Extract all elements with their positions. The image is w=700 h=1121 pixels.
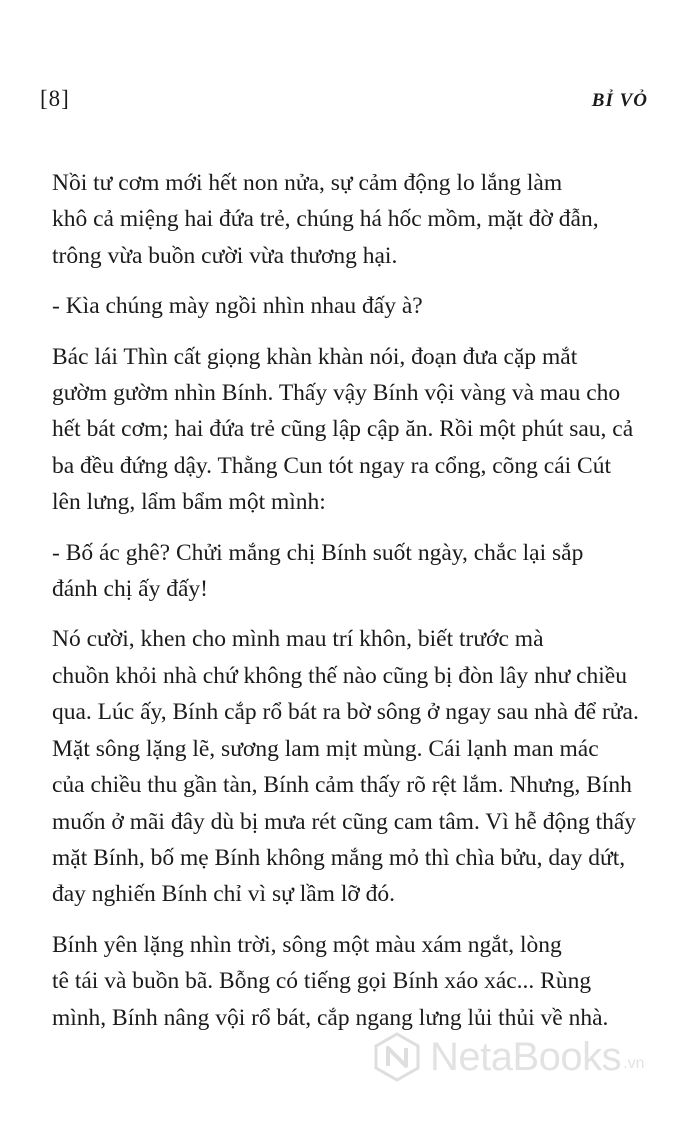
paragraph: Bính yên lặng nhìn trời, sông một màu xám ngắt, lòng tê tái và buồn bã. Bỗng có tiếng gọi Bính xáo xác... Rùng mình, Bính nâng vội rổ bát, cắp ngang lưng lủi thủi về nhà. xyxy=(52,931,609,1031)
paragraph: Bác lái Thìn cất giọng khàn khàn nói, đoạn đưa cặp mắt gườm gườm nhìn Bính. Thấy vậy Bính vội vàng và mau cho hết bát cơm; hai đứa trẻ cũng lập cập ăn. Rồi một phút sau, cả ba đều đứng dậy. Thằng Cun tót ngay ra cổng, cõng cái Cút lên lưng, lẩm bẩm một mình: xyxy=(52,343,634,516)
netabooks-logo-icon xyxy=(372,1032,422,1082)
dialogue-line: - Kìa chúng mày ngồi nhìn nhau đấy à? xyxy=(52,293,423,320)
page-body xyxy=(52,165,651,1036)
watermark xyxy=(372,1032,645,1082)
paragraph: Nồi tư cơm mới hết non nửa, sự cảm động lo lắng làm khô cả miệng hai đứa trẻ, chúng há hốc mồm, mặt đờ đẫn, trông vừa buồn cười vừa thương hại. xyxy=(52,170,599,269)
dialogue-line: - Bố ác ghê? Chửi mắng chị Bính suốt ngày, chắc lại sắp đánh chị ấy đấy! xyxy=(52,539,584,603)
watermark-suffix: .vn xyxy=(623,1055,645,1072)
running-title: BỈ VỎ xyxy=(591,90,648,111)
watermark-brand: NetaBooks xyxy=(430,1034,622,1079)
paragraph: Nó cười, khen cho mình mau trí khôn, biết trước mà chuồn khỏi nhà chứ không thế nào cũng bị đòn lây như chiều qua. Lúc ấy, Bính cắp rổ bát ra bờ sông ở ngay sau nhà để rửa. Mặt sông lặng lẽ, sương lam mịt mùng. Cái lạnh man mác của chiều thu gần tàn, Bính cảm thấy rõ rệt lắm. Nhưng, Bính muốn ở mãi đây dù bị mưa rét cũng cam tâm. Vì hễ động thấy mặt Bính, bố mẹ Bính không mắng mỏ thì chìa bửu, day dứt, đay nghiến Bính chỉ vì sự lầm lỡ đó. xyxy=(52,626,639,908)
page-number: [8] xyxy=(40,86,70,111)
